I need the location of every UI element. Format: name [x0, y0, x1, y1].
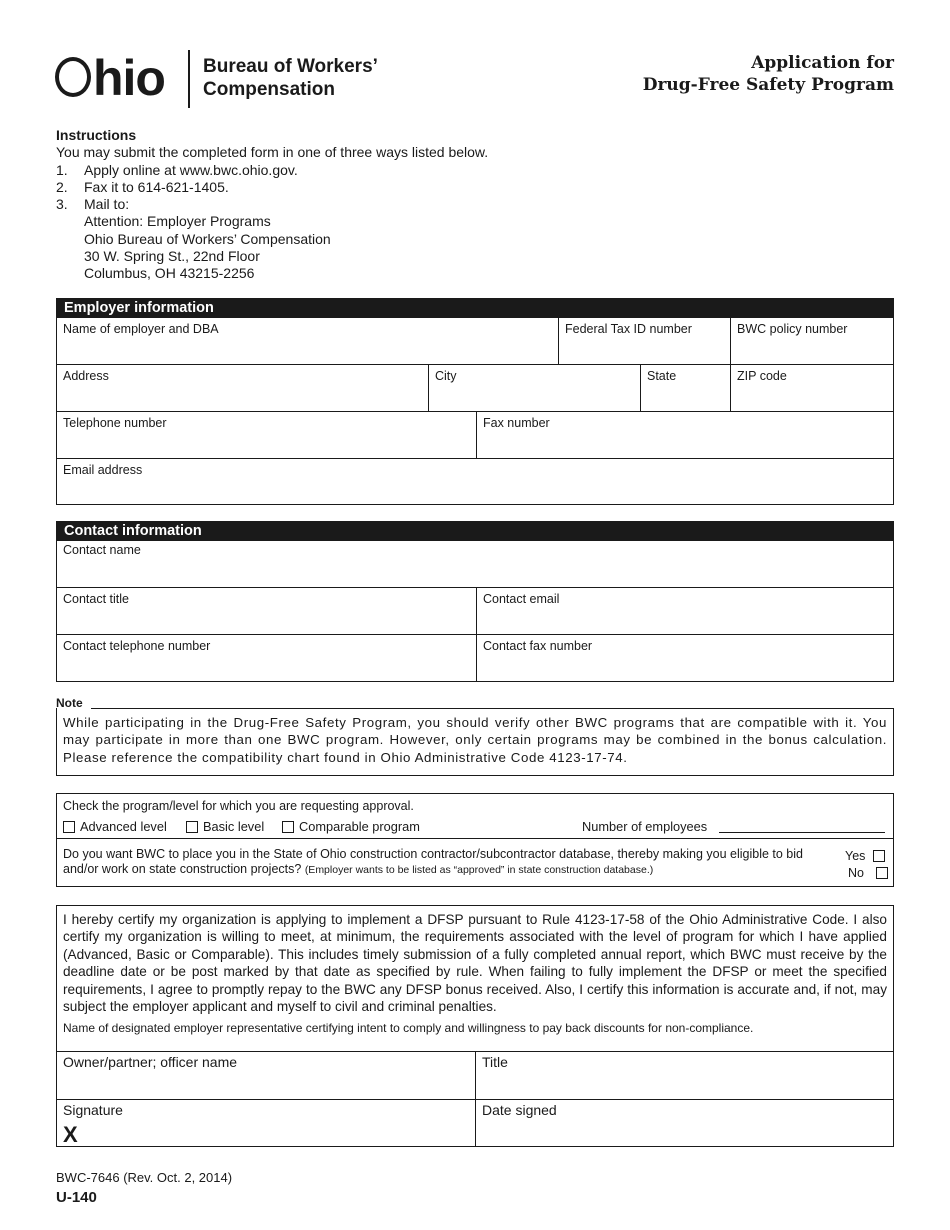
fein-field[interactable]: Federal Tax ID number	[558, 318, 730, 364]
instruction-item: 1. Apply online at www.bwc.ohio.gov.	[56, 161, 298, 178]
contact-section	[56, 521, 894, 682]
logo-divider	[188, 50, 190, 108]
basic-option[interactable]: Basic level	[186, 819, 264, 834]
advanced-checkbox[interactable]	[63, 821, 75, 833]
advanced-option[interactable]: Advanced level	[63, 819, 167, 834]
no-option[interactable]: No	[848, 866, 888, 880]
signature-label: Signature	[63, 1102, 123, 1118]
officer-name-field[interactable]: Owner/partner; officer name	[56, 1052, 475, 1099]
yes-option[interactable]: Yes	[845, 849, 885, 863]
program-section	[56, 793, 894, 887]
instruction-item: 3. Mail to:	[56, 196, 130, 213]
fax-field[interactable]: Fax number	[476, 412, 893, 458]
signature-field[interactable]	[56, 1100, 475, 1147]
instructions	[56, 127, 488, 283]
representative-note: Name of designated employer representative certifying intent to comply and willingness to pay back discounts for non-compliance.	[63, 1021, 754, 1036]
instructions-heading: Instructions	[56, 127, 137, 143]
certification-text: I hereby certify my organization is applying to implement a DFSP pursuant to Rule 4123-17-58 of the Ohio Administrative Code. I also certify my organization is willing to meet, at minimum, the requirements associated with the level of program for which I have applied (Advanced, Basic or Comparable). This includes timely submission of a fully completed annual report, which BWC must receive by the deadline date or be post marked by that date as specified by rule. When failing to fully implement the DFSP or meet the specified requirements, I agree to promptly repay to the BWC any DFSP bonus received. Also, I certify this information is accurate and, if not, may subject the employer applicant and myself to civil and criminal penalties.	[63, 912, 887, 1015]
contact-phone-field[interactable]: Contact telephone number	[63, 639, 211, 653]
city-field[interactable]: City	[428, 365, 640, 411]
database-question: Do you want BWC to place you in the State of Ohio construction contractor/subcontractor database, thereby making you eligible to bid and/or work on state construction projects? (Employer wants to be listed as “approved” in state construction database.)	[63, 847, 803, 876]
comparable-checkbox[interactable]	[282, 821, 294, 833]
telephone-field[interactable]: Telephone number	[63, 416, 167, 430]
contact-fax-field[interactable]: Contact fax number	[476, 635, 893, 681]
employer-section	[56, 298, 894, 505]
logo-o-ring	[55, 57, 91, 97]
instruction-item: 2. Fax it to 614-621-1405.	[56, 178, 229, 195]
date-signed-field[interactable]: Date signed	[475, 1100, 894, 1147]
employees-input[interactable]	[719, 832, 885, 833]
note-text: While participating in the Drug-Free Safety Program, you should verify other BWC programs that are compatible with it. You may participate in more than one BWC program. However, only certain programs may be combined in the bonus calculation. Please reference the compatibility chart found in Ohio Administrative Code 4123-17-74.	[56, 708, 894, 776]
ohio-logo: hio	[55, 50, 165, 106]
email-field[interactable]: Email address	[63, 463, 143, 477]
no-checkbox[interactable]	[876, 867, 888, 879]
yes-checkbox[interactable]	[873, 850, 885, 862]
note-label: Note	[56, 696, 83, 710]
employer-name-field[interactable]: Name of employer and DBA	[63, 322, 219, 336]
signature-x-mark: X	[63, 1122, 78, 1147]
mailing-address: Attention: Employer Programs Ohio Bureau of Workers’ Compensation 30 W. Spring St., 22nd Floor Columbus, OH 43215-2256	[84, 213, 331, 282]
contact-name-field[interactable]: Contact name	[63, 543, 141, 557]
zip-field[interactable]: ZIP code	[730, 365, 893, 411]
form-code: U-140	[56, 1189, 97, 1206]
comparable-option[interactable]: Comparable program	[282, 819, 420, 834]
contact-heading: Contact information	[57, 522, 893, 541]
program-prompt: Check the program/level for which you are requesting approval.	[63, 799, 414, 813]
policy-number-field[interactable]: BWC policy number	[730, 318, 893, 364]
instructions-intro: You may submit the completed form in one of three ways listed below.	[56, 144, 489, 161]
basic-checkbox[interactable]	[186, 821, 198, 833]
state-field[interactable]: State	[640, 365, 730, 411]
officer-title-field[interactable]: Title	[475, 1052, 894, 1099]
agency-name: Bureau of Workers’ Compensation	[203, 56, 378, 100]
certification-section	[56, 905, 894, 1147]
employer-heading: Employer information	[57, 299, 893, 318]
form-title: Application for Drug-Free Safety Program	[642, 53, 894, 95]
form-number: BWC-7646 (Rev. Oct. 2, 2014)	[56, 1170, 233, 1185]
employees-label: Number of employees	[582, 819, 708, 834]
address-field[interactable]: Address	[63, 369, 109, 383]
contact-title-field[interactable]: Contact title	[63, 592, 130, 606]
contact-email-field[interactable]: Contact email	[476, 588, 893, 634]
